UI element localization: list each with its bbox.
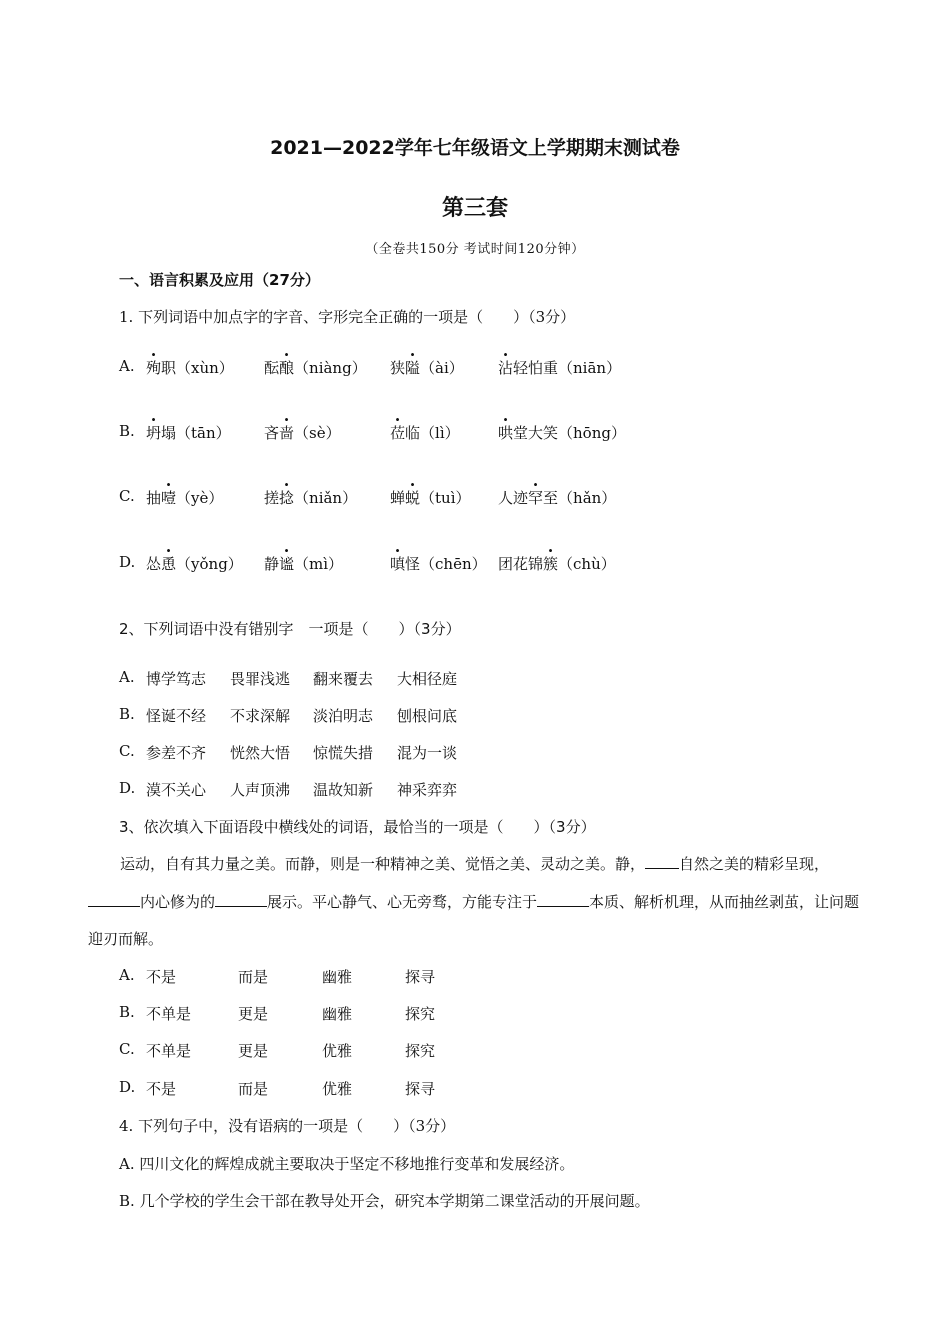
option-word: 不是 — [146, 1080, 177, 1098]
page-title: 2021—2022学年七年级语文上学期期末测试卷 — [270, 137, 680, 159]
option-word: 哄堂大笑（hōng） — [498, 424, 626, 442]
question-4-stem: 4. 下列句子中，没有语病的一项是（ ）（3分） — [119, 1117, 456, 1135]
emphasized-character: 坍 — [146, 424, 162, 442]
emphasized-character: 隘 — [405, 359, 421, 377]
option-word: 抽噎（yè） — [146, 489, 224, 507]
option-word: 殉职（xùn） — [146, 359, 234, 377]
option-word: 更是 — [238, 1042, 269, 1060]
question-4-option-b: B. 几个学校的学生会干部在教导处开会，研究本学期第二课堂活动的开展问题。 — [119, 1192, 650, 1210]
option-word: 惊慌失措 — [313, 744, 374, 762]
question-3-stem: 3、依次填入下面语段中横线处的词语，最恰当的一项是（ ）（3分） — [119, 818, 596, 836]
question-3-passage: 运动，自有其力量之美。而静，则是一种精神之美、觉悟之美、灵动之美。静， 自然之美的精彩呈现，内心修为的 展示。平心静气、心无旁骛，方能专注于 本质、解析机理，从而抽丝剥茧，让问题迎刃而解。 — [88, 855, 860, 948]
option-label: C. — [119, 487, 135, 505]
emphasized-character: 恿 — [161, 555, 177, 573]
exam-note: （全卷共150分 考试时间120分钟） — [365, 242, 585, 257]
option-word: 狭隘（ài） — [390, 359, 464, 377]
blank-3 — [215, 892, 267, 907]
question-1-stem: 1. 下列词语中加点字的字音、字形完全正确的一项是（ ）（3分） — [119, 308, 576, 326]
option-word: 畏罪浅逃 — [230, 670, 291, 688]
option-word: 而是 — [238, 968, 269, 986]
option-word: 参差不齐 — [146, 744, 207, 762]
emphasized-character: 沾 — [498, 359, 514, 377]
question-2-stem: 2、下列词语中没有错别字 一项是（ ）（3分） — [119, 620, 461, 638]
option-word: 探究 — [405, 1005, 436, 1023]
page-subtitle: 第三套 — [441, 196, 508, 221]
option-word: 蝉蜕（tuì） — [390, 489, 471, 507]
option-word: 混为一谈 — [397, 744, 458, 762]
option-word: 酝酿（niàng） — [264, 359, 367, 377]
option-word: 大相径庭 — [397, 670, 458, 688]
emphasized-character: 嗔 — [390, 555, 406, 573]
option-label: D. — [119, 553, 136, 571]
emphasized-character: 捻 — [279, 489, 295, 507]
option-word: 神采弈弈 — [397, 781, 458, 799]
option-word: 不求深解 — [230, 707, 291, 725]
option-label: A. — [119, 357, 135, 375]
option-word: 静谧（mì） — [264, 555, 344, 573]
emphasized-character: 簇 — [543, 555, 559, 573]
option-word: 探寻 — [405, 1080, 436, 1098]
option-word: 不单是 — [146, 1042, 192, 1060]
option-label: B. — [119, 422, 135, 440]
option-word: 温故知新 — [313, 781, 374, 799]
option-word: 人迹罕至（hǎn） — [498, 489, 617, 507]
emphasized-character: 哄 — [498, 424, 514, 442]
option-word: 淡泊明志 — [313, 707, 374, 725]
option-word: 探寻 — [405, 968, 436, 986]
option-word: 不单是 — [146, 1005, 192, 1023]
emphasized-character: 啬 — [279, 424, 295, 442]
option-word: 翻来覆去 — [313, 670, 374, 688]
option-word: 博学笃志 — [146, 670, 207, 688]
section-heading: 一、语言积累及应用（27分） — [119, 271, 320, 289]
option-word: 刨根问底 — [397, 707, 458, 725]
emphasized-character: 罕 — [528, 489, 544, 507]
emphasized-character: 殉 — [146, 359, 162, 377]
question-4-option-a: A. 四川文化的辉煌成就主要取决于坚定不移地推行变革和发展经济。 — [119, 1155, 575, 1173]
option-word: 探究 — [405, 1042, 436, 1060]
option-word: 怪诞不经 — [146, 707, 207, 725]
emphasized-character: 噎 — [161, 489, 177, 507]
option-word: 嗔怪（chēn） — [390, 555, 487, 573]
option-word: 怂恿（yǒng） — [146, 555, 243, 573]
option-word: 漠不关心 — [146, 781, 207, 799]
blank-1 — [645, 854, 679, 869]
emphasized-character: 酿 — [279, 359, 295, 377]
option-word: 团花锦簇（chù） — [498, 555, 616, 573]
option-word: 更是 — [238, 1005, 269, 1023]
blank-4 — [537, 892, 589, 907]
option-word: 恍然大悟 — [230, 744, 291, 762]
blank-2 — [88, 892, 140, 907]
emphasized-character: 谧 — [279, 555, 295, 573]
option-word: 而是 — [238, 1080, 269, 1098]
option-word: 优雅 — [322, 1042, 353, 1060]
option-word: 人声顶沸 — [230, 781, 291, 799]
option-word: 搓捻（niǎn） — [264, 489, 358, 507]
option-word: 幽雅 — [322, 968, 353, 986]
emphasized-character: 蜕 — [405, 489, 421, 507]
option-word: 沾轻怕重（niān） — [498, 359, 622, 377]
emphasized-character: 莅 — [390, 424, 406, 442]
option-word: 吝啬（sè） — [264, 424, 341, 442]
option-word: 幽雅 — [322, 1005, 353, 1023]
option-word: 优雅 — [322, 1080, 353, 1098]
option-word: 不是 — [146, 968, 177, 986]
option-word: 莅临（lì） — [390, 424, 460, 442]
option-word: 坍塌（tān） — [146, 424, 231, 442]
